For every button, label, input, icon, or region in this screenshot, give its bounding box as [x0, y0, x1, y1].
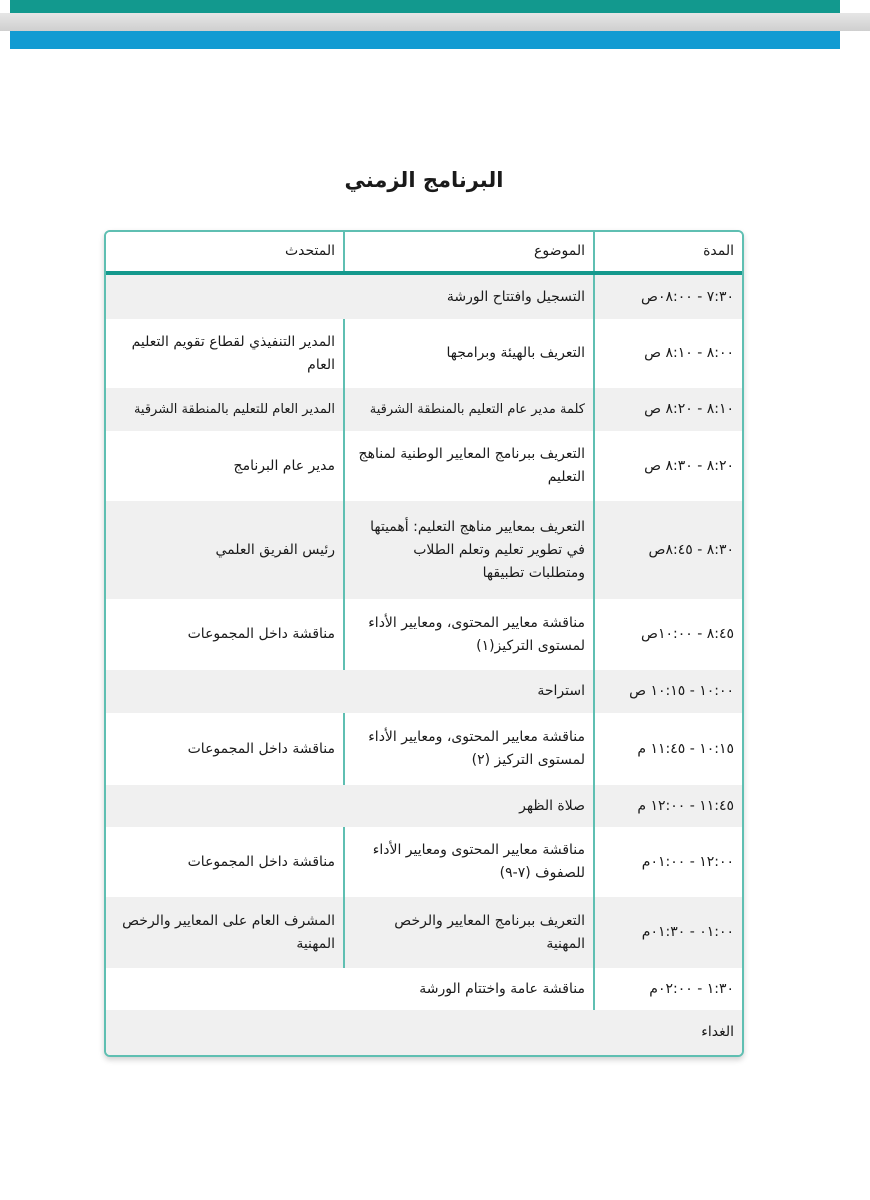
row-lunch: الغداء	[701, 1024, 734, 1040]
row-speaker: مدير عام البرنامج	[233, 457, 335, 474]
row-speaker: مناقشة داخل المجموعات	[187, 740, 335, 757]
table-row	[106, 431, 742, 501]
row-time: ١:٣٠ - ٠٢:٠٠م	[649, 980, 734, 997]
row-topic: كلمة مدير عام التعليم بالمنطقة الشرقية	[343, 388, 595, 431]
header-topic: الموضوع	[343, 232, 595, 271]
row-topic: مناقشة معايير المحتوى، ومعايير الأداء لمستوى التركيز(١)	[343, 599, 595, 670]
row-time: ١٢:٠٠ - ٠١:٠٠م	[641, 853, 734, 870]
table-row	[106, 827, 742, 897]
header-band-green	[10, 0, 840, 13]
row-topic: استراحة	[106, 670, 595, 713]
header-speaker: المتحدث	[284, 243, 335, 259]
row-time: ١١:٤٥ - ١٢:٠٠ م	[637, 797, 734, 814]
table-row	[106, 319, 742, 388]
row-speaker: المشرف العام على المعايير والرخص المهنية	[122, 912, 335, 952]
row-topic: مناقشة عامة واختتام الورشة	[106, 968, 595, 1010]
row-time: ٨:١٠ - ٨:٢٠ ص	[644, 401, 734, 417]
row-topic: صلاة الظهر	[106, 785, 595, 827]
row-time: ٧:٣٠ - ٠٨:٠٠ص	[641, 288, 734, 305]
row-speaker: رئيس الفريق العلمي	[215, 541, 335, 558]
table-row	[106, 713, 742, 785]
row-time: ١٠:٠٠ - ١٠:١٥ ص	[629, 683, 734, 699]
row-topic: مناقشة معايير المحتوى ومعايير الأداء للصفوف (٧-٩)	[343, 827, 595, 897]
row-time: ١٠:١٥ - ١١:٤٥ م	[637, 740, 734, 757]
row-speaker: مناقشة داخل المجموعات	[187, 626, 335, 642]
schedule-table	[104, 230, 744, 1057]
row-speaker: المدير التنفيذي لقطاع تقويم التعليم العام	[131, 333, 335, 373]
row-topic: التعريف ببرنامج المعايير الوطنية لمناهج التعليم	[343, 431, 595, 501]
row-topic: التعريف بمعايير مناهج التعليم: أهميتها في تطوير تعليم وتعلم الطلاب ومتطلبات تطبيقها	[343, 501, 595, 599]
row-topic: التعريف بالهيئة وبرامجها	[343, 319, 595, 388]
header-time: المدة	[703, 243, 734, 259]
table-header-row	[106, 232, 742, 275]
page-title: البرنامج الزمني	[344, 168, 504, 192]
table-row	[106, 1010, 742, 1055]
row-speaker: مناقشة داخل المجموعات	[187, 853, 335, 870]
row-time: ٨:٠٠ - ٨:١٠ ص	[644, 345, 734, 361]
table-row	[106, 785, 742, 827]
table-row	[106, 388, 742, 431]
table-row	[106, 599, 742, 670]
table-row	[106, 275, 742, 319]
row-topic: مناقشة معايير المحتوى، ومعايير الأداء لمستوى التركيز (٢)	[343, 713, 595, 785]
table-row	[106, 968, 742, 1010]
row-time: ٨:٢٠ - ٨:٣٠ ص	[644, 457, 734, 474]
row-time: ٨:٣٠ - ٨:٤٥ص	[648, 541, 734, 558]
table-row	[106, 897, 742, 968]
row-time: ٠١:٠٠ - ٠١:٣٠م	[641, 924, 734, 940]
header-band-gray	[0, 13, 870, 31]
table-row	[106, 670, 742, 713]
row-time: ٨:٤٥ - ١٠:٠٠ص	[641, 626, 734, 642]
row-speaker: المدير العام للتعليم بالمنطقة الشرقية	[133, 402, 335, 417]
table-row	[106, 501, 742, 599]
row-topic: التسجيل وافتتاح الورشة	[106, 275, 595, 319]
header-band-blue	[10, 31, 840, 49]
row-topic: التعريف ببرنامج المعايير والرخص المهنية	[343, 897, 595, 968]
